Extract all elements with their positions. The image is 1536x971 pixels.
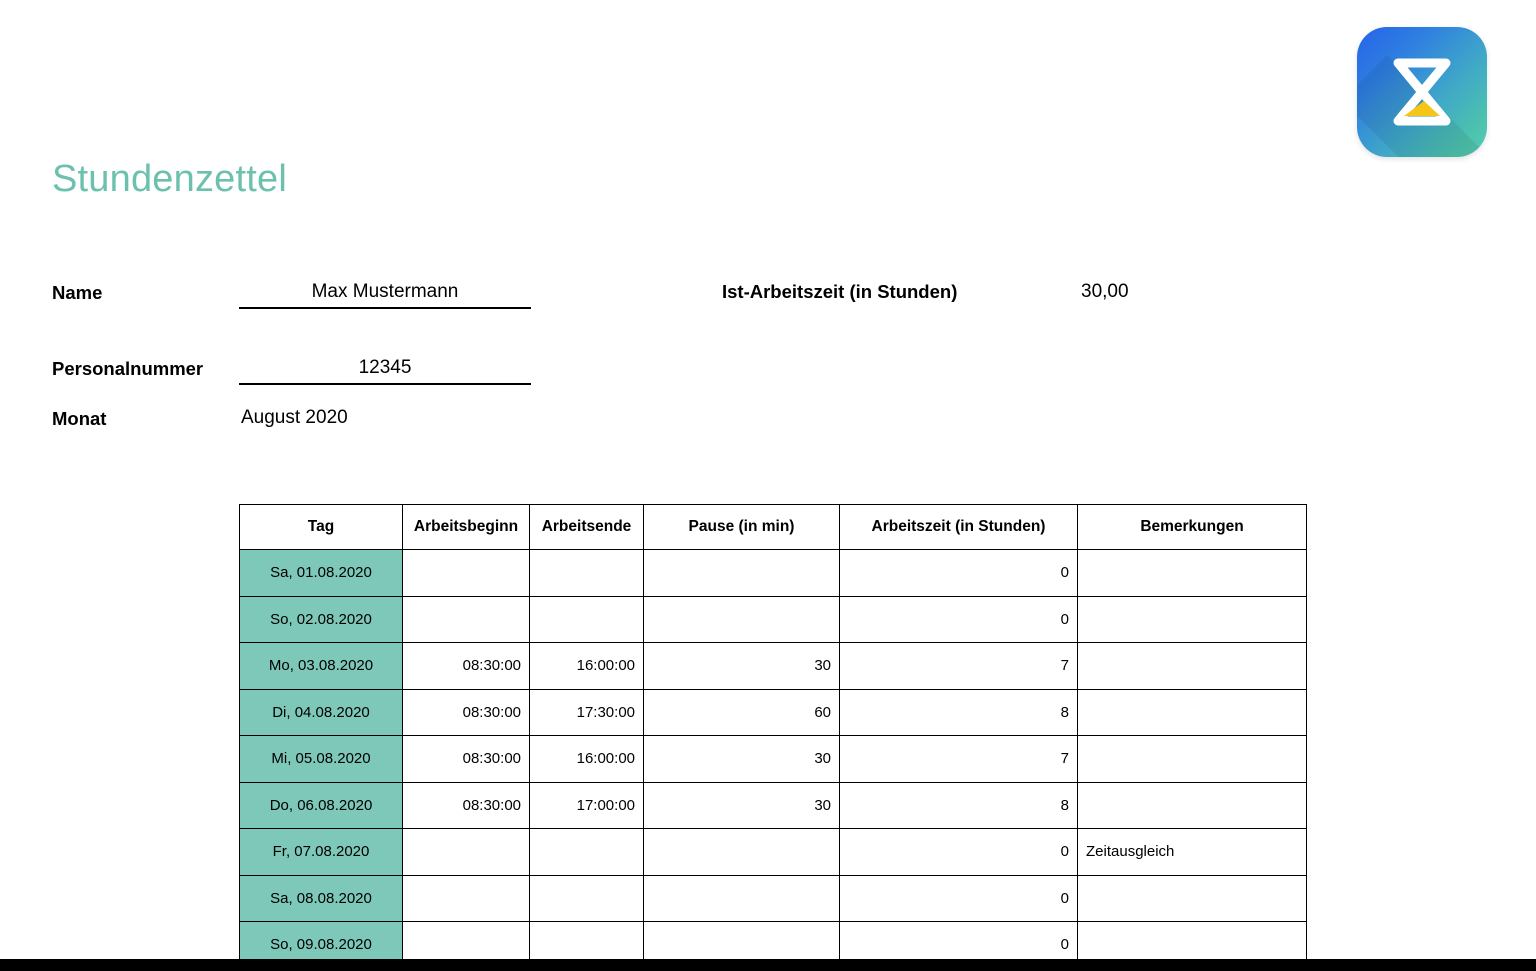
cell-bemerkungen[interactable]	[1078, 875, 1307, 922]
cell-pause[interactable]	[644, 596, 840, 643]
cell-arbeitsbeginn[interactable]	[403, 829, 530, 876]
cell-arbeitszeit: 0	[840, 922, 1078, 969]
page-title: Stundenzettel	[52, 158, 287, 200]
name-underline	[239, 307, 531, 309]
cell-pause[interactable]	[644, 829, 840, 876]
column-header-bemerkungen: Bemerkungen	[1078, 505, 1307, 550]
table-row	[240, 875, 1307, 922]
cell-pause[interactable]	[644, 550, 840, 597]
cell-arbeitsende[interactable]	[530, 829, 644, 876]
cell-arbeitsbeginn[interactable]	[403, 550, 530, 597]
table-header-row	[240, 505, 1307, 550]
timesheet-table	[239, 504, 1307, 969]
cell-bemerkungen[interactable]	[1078, 689, 1307, 736]
table-row	[240, 689, 1307, 736]
cell-arbeitszeit: 0	[840, 596, 1078, 643]
cell-arbeitsbeginn[interactable]	[403, 875, 530, 922]
cell-bemerkungen[interactable]	[1078, 782, 1307, 829]
ist-arbeitszeit-label: Ist-Arbeitszeit (in Stunden)	[722, 281, 958, 302]
column-header-tag: Tag	[240, 505, 403, 550]
cell-arbeitsbeginn[interactable]	[403, 596, 530, 643]
cell-day-label: Mo, 03.08.2020	[240, 643, 403, 690]
personalnummer-label: Personalnummer	[52, 358, 204, 379]
cell-bemerkungen[interactable]	[1078, 736, 1307, 783]
ist-arbeitszeit-value: 30,00	[1081, 281, 1129, 302]
cell-bemerkungen[interactable]	[1078, 550, 1307, 597]
cell-bemerkungen[interactable]	[1078, 643, 1307, 690]
cell-arbeitsende[interactable]	[530, 875, 644, 922]
column-header-pause: Pause (in min)	[644, 505, 840, 550]
cell-pause[interactable]: 30	[644, 736, 840, 783]
personalnummer-underline	[239, 383, 531, 385]
app-icon-container[interactable]	[1357, 27, 1487, 157]
timesheet-body	[240, 550, 1307, 969]
cell-day-label: Sa, 01.08.2020	[240, 550, 403, 597]
column-header-arbeitszeit: Arbeitszeit (in Stunden)	[840, 505, 1078, 550]
column-header-arbeitsbeginn: Arbeitsbeginn	[403, 505, 530, 550]
cell-pause[interactable]	[644, 875, 840, 922]
monat-value[interactable]: August 2020	[241, 407, 348, 428]
cell-pause[interactable]: 60	[644, 689, 840, 736]
cell-arbeitsende[interactable]	[530, 596, 644, 643]
cell-day-label: Fr, 07.08.2020	[240, 829, 403, 876]
cell-arbeitsbeginn[interactable]: 08:30:00	[403, 782, 530, 829]
cell-day-label: Di, 04.08.2020	[240, 689, 403, 736]
cell-day-label: So, 09.08.2020	[240, 922, 403, 969]
personalnummer-value[interactable]: 12345	[358, 357, 412, 378]
cell-bemerkungen[interactable]	[1078, 596, 1307, 643]
cell-arbeitsbeginn[interactable]: 08:30:00	[403, 689, 530, 736]
cell-arbeitszeit: 7	[840, 643, 1078, 690]
name-value[interactable]: Max Mustermann	[311, 281, 459, 302]
timesheet-head	[240, 505, 1307, 550]
table-row	[240, 596, 1307, 643]
table-row	[240, 643, 1307, 690]
cell-arbeitszeit: 8	[840, 689, 1078, 736]
table-row	[240, 829, 1307, 876]
cell-arbeitsende[interactable]: 16:00:00	[530, 736, 644, 783]
cell-arbeitszeit: 0	[840, 829, 1078, 876]
hourglass-app-icon[interactable]	[1357, 27, 1487, 157]
cell-arbeitszeit: 7	[840, 736, 1078, 783]
column-header-arbeitsende: Arbeitsende	[530, 505, 644, 550]
hourglass-icon-glyph	[1357, 27, 1487, 157]
cell-arbeitszeit: 8	[840, 782, 1078, 829]
table-row	[240, 782, 1307, 829]
table-row	[240, 736, 1307, 783]
cell-pause[interactable]: 30	[644, 782, 840, 829]
cell-arbeitsbeginn[interactable]: 08:30:00	[403, 736, 530, 783]
cell-arbeitsende[interactable]	[530, 550, 644, 597]
cell-arbeitsende[interactable]: 16:00:00	[530, 643, 644, 690]
cell-day-label: Mi, 05.08.2020	[240, 736, 403, 783]
name-label: Name	[52, 282, 103, 303]
cell-arbeitsende[interactable]: 17:00:00	[530, 782, 644, 829]
cell-day-label: Do, 06.08.2020	[240, 782, 403, 829]
monat-label: Monat	[52, 408, 107, 429]
cell-day-label: Sa, 08.08.2020	[240, 875, 403, 922]
cell-arbeitszeit: 0	[840, 550, 1078, 597]
cell-pause[interactable]: 30	[644, 643, 840, 690]
letterbox-bar	[0, 959, 1536, 971]
cell-arbeitszeit: 0	[840, 875, 1078, 922]
cell-arbeitsende[interactable]: 17:30:00	[530, 689, 644, 736]
table-row	[240, 550, 1307, 597]
cell-arbeitsbeginn[interactable]: 08:30:00	[403, 643, 530, 690]
cell-day-label: So, 02.08.2020	[240, 596, 403, 643]
cell-bemerkungen[interactable]: Zeitausgleich	[1078, 829, 1307, 876]
